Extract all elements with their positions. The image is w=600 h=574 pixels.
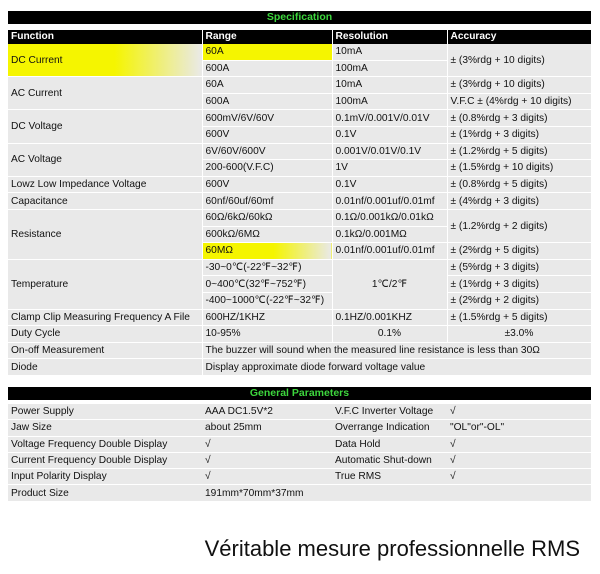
accuracy-cell: ± (2%rdg + 5 digits) [447, 243, 591, 260]
function-cell: AC Current [8, 77, 202, 110]
table-row [8, 193, 591, 210]
range-cell: 200-600(V.F.C) [202, 160, 332, 177]
range-cell: -400~1000℃(-22℉~32℉) [202, 292, 332, 309]
resolution-cell: 0.1V [332, 126, 447, 143]
table-row [8, 420, 591, 436]
function-cell: DC Current [8, 44, 202, 77]
range-cell: -30~0℃(-22℉~32℉) [202, 259, 332, 276]
header-accuracy: Accuracy [447, 30, 591, 44]
function-cell: Temperature [8, 259, 202, 309]
resolution-cell: 0.01nf/0.001uf/0.01mf [332, 243, 447, 260]
accuracy-cell: ± (4%rdg + 3 digits) [447, 193, 591, 210]
param-value-cell: "OL"or"-OL" [447, 420, 591, 436]
table-row [8, 176, 591, 193]
range-cell: 60Ω/6kΩ/60kΩ [202, 209, 332, 226]
param-name-cell: True RMS [332, 469, 447, 485]
range-cell: 10-95% [202, 326, 332, 343]
param-value-cell: √ [202, 436, 332, 452]
function-cell: Clamp Clip Measuring Frequency A File [8, 309, 202, 326]
range-cell: 600A [202, 60, 332, 77]
function-cell: Duty Cycle [8, 326, 202, 343]
table-header-row [8, 30, 591, 44]
range-cell: 60MΩ [202, 243, 332, 260]
param-name-cell: Current Frequency Double Display [8, 452, 202, 468]
spec-title: Specification [8, 11, 591, 24]
range-cell: 60A [202, 77, 332, 94]
resolution-cell: 1℃/2℉ [332, 259, 447, 309]
accuracy-cell: ± (1%rdg + 3 digits) [447, 276, 591, 293]
header-resolution: Resolution [332, 30, 447, 44]
table-row [8, 110, 591, 127]
table-row [8, 485, 591, 501]
description-cell: Display approximate diode forward voltage value [202, 359, 591, 376]
accuracy-cell: V.F.C ± (4%rdg + 10 digits) [447, 93, 591, 110]
param-name-cell: Data Hold [332, 436, 447, 452]
param-value-cell: √ [202, 469, 332, 485]
table-row [8, 259, 591, 276]
param-name-cell: V.F.C Inverter Voltage [332, 404, 447, 420]
function-cell: On-off Measurement [8, 342, 202, 359]
table-row [8, 44, 591, 60]
resolution-cell: 0.1V [332, 176, 447, 193]
accuracy-cell: ± (1.2%rdg + 2 digits) [447, 209, 591, 242]
accuracy-cell: ± (1.5%rdg + 5 digits) [447, 309, 591, 326]
accuracy-cell: ±3.0% [447, 326, 591, 343]
table-row [8, 469, 591, 485]
param-name-cell: Automatic Shut-down [332, 452, 447, 468]
resolution-cell: 0.1% [332, 326, 447, 343]
accuracy-cell: ± (5%rdg + 3 digits) [447, 259, 591, 276]
resolution-cell: 10mA [332, 44, 447, 60]
accuracy-cell: ± (1%rdg + 3 digits) [447, 126, 591, 143]
specification-table [8, 30, 592, 376]
resolution-cell: 0.1HZ/0.001KHZ [332, 309, 447, 326]
param-value-cell [447, 485, 591, 501]
table-row [8, 209, 591, 226]
accuracy-cell: ± (2%rdg + 2 digits) [447, 292, 591, 309]
param-value-cell: AAA DC1.5V*2 [202, 404, 332, 420]
accuracy-cell: ± (3%rdg + 10 digits) [447, 44, 591, 77]
general-parameters-table [8, 404, 591, 502]
param-value-cell: √ [447, 469, 591, 485]
param-value-cell: 191mm*70mm*37mm [202, 485, 332, 501]
param-name-cell: Power Supply [8, 404, 202, 420]
table-row [8, 77, 591, 94]
range-cell: 600HZ/1KHZ [202, 309, 332, 326]
table-row [8, 436, 591, 452]
general-parameters-title: General Parameters [8, 387, 591, 400]
accuracy-cell: ± (0.8%rdg + 5 digits) [447, 176, 591, 193]
accuracy-cell: ± (1.2%rdg + 5 digits) [447, 143, 591, 160]
range-cell: 600V [202, 126, 332, 143]
param-value-cell: √ [202, 452, 332, 468]
accuracy-cell: ± (1.5%rdg + 10 digits) [447, 160, 591, 177]
description-cell: The buzzer will sound when the measured line resistance is less than 30Ω [202, 342, 591, 359]
function-cell: DC Voltage [8, 110, 202, 143]
function-cell: Resistance [8, 209, 202, 259]
header-range: Range [202, 30, 332, 44]
param-value-cell: √ [447, 452, 591, 468]
param-name-cell: Input Polarity Display [8, 469, 202, 485]
resolution-cell: 0.1mV/0.001V/0.01V [332, 110, 447, 127]
param-name-cell [332, 485, 447, 501]
param-value-cell: √ [447, 436, 591, 452]
table-row [8, 404, 591, 420]
range-cell: 60A [202, 44, 332, 60]
range-cell: 0~400℃(32℉~752℉) [202, 276, 332, 293]
function-cell: Lowz Low Impedance Voltage [8, 176, 202, 193]
resolution-cell: 0.01nf/0.001uf/0.01mf [332, 193, 447, 210]
range-cell: 60nf/60uf/60mf [202, 193, 332, 210]
resolution-cell: 0.001V/0.01V/0.1V [332, 143, 447, 160]
range-cell: 6V/60V/600V [202, 143, 332, 160]
param-name-cell: Voltage Frequency Double Display [8, 436, 202, 452]
table-row [8, 326, 591, 343]
param-value-cell: √ [447, 404, 591, 420]
header-function: Function [8, 30, 202, 44]
table-row [8, 342, 591, 359]
resolution-cell: 100mA [332, 60, 447, 77]
param-name-cell: Overrange Indication [332, 420, 447, 436]
resolution-cell: 10mA [332, 77, 447, 94]
table-row [8, 309, 591, 326]
resolution-cell: 0.1kΩ/0.001MΩ [332, 226, 447, 243]
resolution-cell: 100mA [332, 93, 447, 110]
range-cell: 600V [202, 176, 332, 193]
accuracy-cell: ± (3%rdg + 10 digits) [447, 77, 591, 94]
param-name-cell: Jaw Size [8, 420, 202, 436]
accuracy-cell: ± (0.8%rdg + 3 digits) [447, 110, 591, 127]
caption-text: Véritable mesure professionnelle RMS [204, 536, 580, 561]
table-row [8, 359, 591, 376]
range-cell: 600kΩ/6MΩ [202, 226, 332, 243]
range-cell: 600A [202, 93, 332, 110]
resolution-cell: 1V [332, 160, 447, 177]
function-cell: Capacitance [8, 193, 202, 210]
function-cell: AC Voltage [8, 143, 202, 176]
param-value-cell: about 25mm [202, 420, 332, 436]
resolution-cell: 0.1Ω/0.001kΩ/0.01kΩ [332, 209, 447, 226]
param-name-cell: Product Size [8, 485, 202, 501]
range-cell: 600mV/6V/60V [202, 110, 332, 127]
table-row [8, 452, 591, 468]
table-row [8, 143, 591, 160]
function-cell: Diode [8, 359, 202, 376]
